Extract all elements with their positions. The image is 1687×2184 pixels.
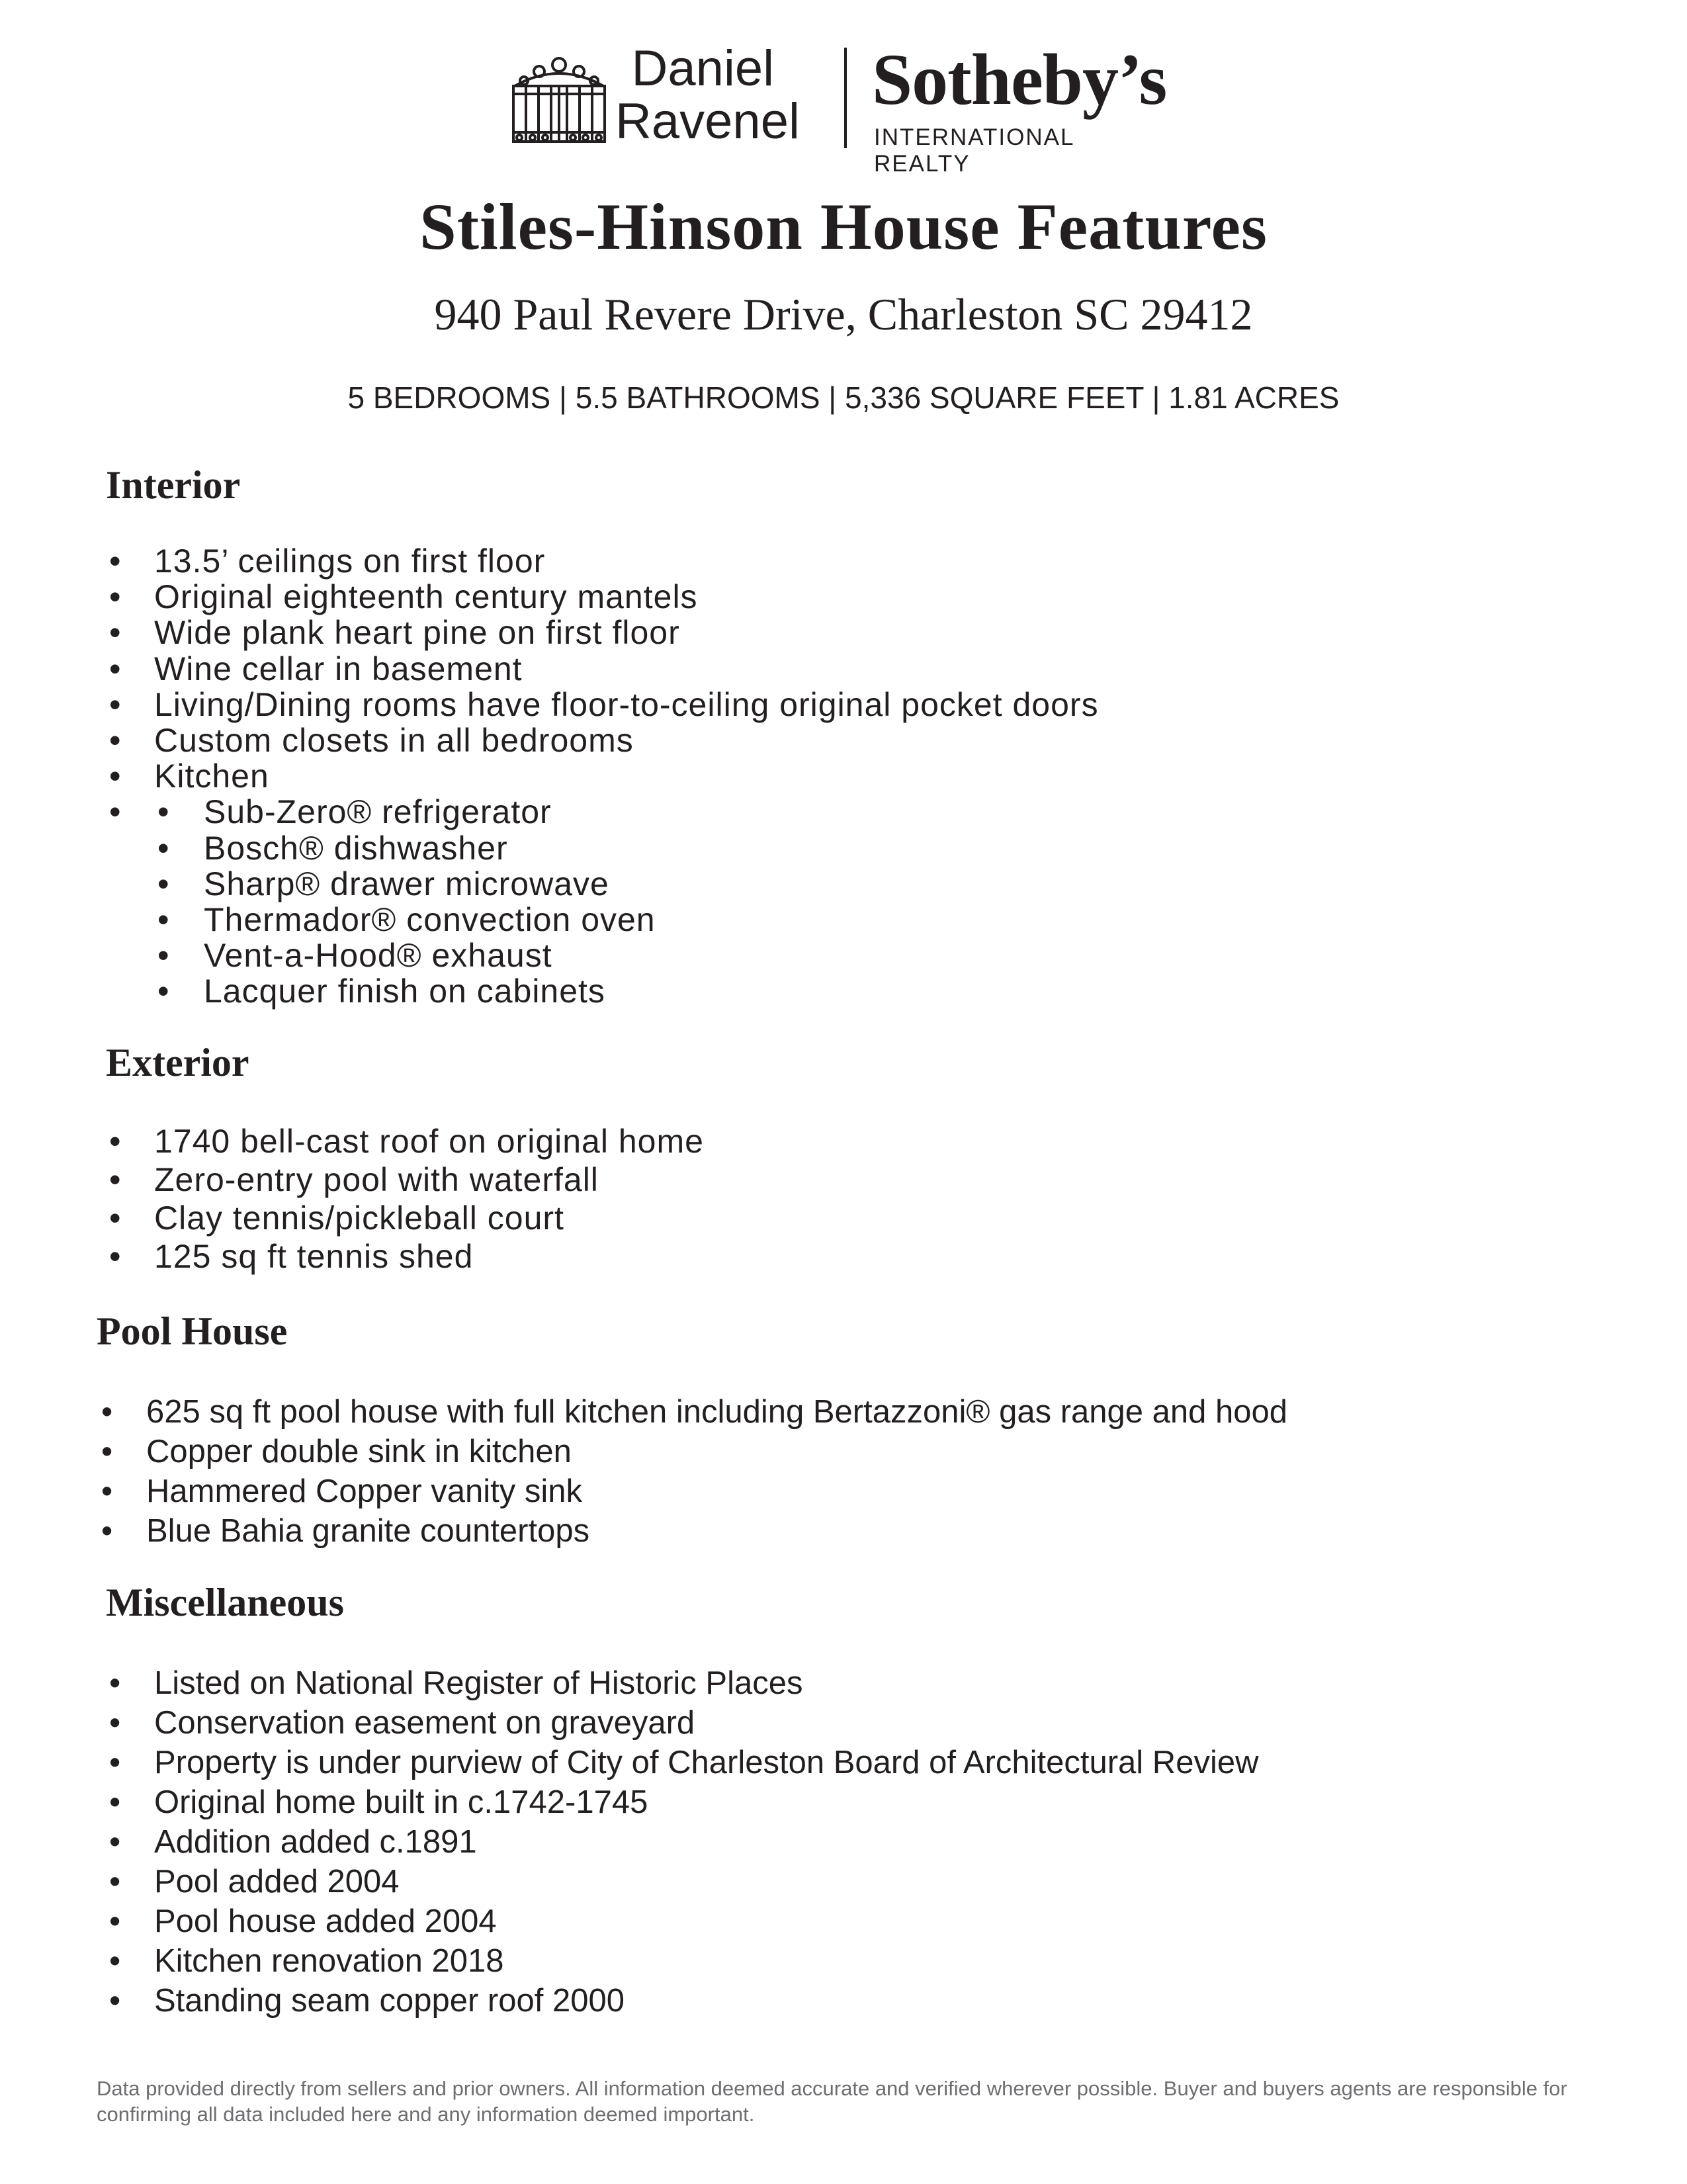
list-item: • Original eighteenth century mantels bbox=[106, 579, 1099, 615]
list-item: • Pool added 2004 bbox=[106, 1862, 1258, 1901]
section-heading-pool-house: Pool House bbox=[97, 1309, 288, 1353]
brand-line-2: Ravenel bbox=[615, 93, 800, 150]
iron-gate-icon bbox=[509, 48, 609, 147]
page-title: Stiles-Hinson House Features bbox=[419, 190, 1268, 263]
list-item: • 13.5’ ceilings on first floor bbox=[106, 543, 1099, 579]
sublist-item: • • Sub-Zero® refrigerator bbox=[154, 794, 1099, 830]
list-item: • Property is under purview of City of Charleston Board of Architectural Review bbox=[106, 1743, 1258, 1782]
list-item: • 1740 bell-cast roof on original home bbox=[106, 1122, 704, 1160]
sublist-item: • Sharp® drawer microwave bbox=[154, 866, 1099, 902]
list-item: • Addition added c.1891 bbox=[106, 1822, 1258, 1862]
sublist-item: • Vent-a-Hood® exhaust bbox=[154, 938, 1099, 973]
list-item: • Custom closets in all bedrooms bbox=[106, 722, 1099, 758]
list-item: • Clay tennis/pickleball court bbox=[106, 1199, 704, 1237]
sublist-item: • Thermador® convection oven bbox=[154, 902, 1099, 938]
list-item: • Blue Bahia granite countertops bbox=[98, 1511, 1287, 1551]
list-item: • 625 sq ft pool house with full kitchen including Bertazzoni® gas range and hood bbox=[98, 1392, 1287, 1432]
section-heading-interior: Interior bbox=[106, 463, 241, 507]
list-item: • Living/Dining rooms have floor-to-ceiling original pocket doors bbox=[106, 687, 1099, 722]
exterior-feature-list bbox=[106, 1122, 704, 1276]
sublist-item: • Bosch® dishwasher bbox=[154, 830, 1099, 866]
list-item: • Original home built in c.1742-1745 bbox=[106, 1782, 1258, 1822]
brand-sothebys: Sotheby’s bbox=[872, 39, 1167, 120]
sublist-item: • Lacquer finish on cabinets bbox=[154, 973, 1099, 1009]
list-item: • Pool house added 2004 bbox=[106, 1901, 1258, 1941]
property-specs: 5 BEDROOMS | 5.5 BATHROOMS | 5,336 SQUARE FEET | 1.81 ACRES bbox=[347, 380, 1340, 415]
list-item: • 125 sq ft tennis shed bbox=[106, 1237, 704, 1276]
kitchen-sublist bbox=[154, 794, 1099, 1009]
miscellaneous-feature-list bbox=[106, 1663, 1258, 2021]
pool-house-feature-list bbox=[98, 1392, 1287, 1551]
brand-tagline: INTERNATIONAL REALTY bbox=[874, 124, 1074, 177]
disclaimer-text: Data provided directly from sellers and prior owners. All information deemed accurate and verified wherever possible. Buyer and buyers agents are responsible for confirming all data included here and any information deemed important. bbox=[97, 2077, 1567, 2126]
brand-line-1: Daniel bbox=[631, 40, 774, 97]
kitchen-sublist-container bbox=[106, 794, 1099, 1009]
logo-divider bbox=[844, 48, 847, 148]
section-heading-exterior: Exterior bbox=[106, 1041, 249, 1084]
list-item: • Conservation easement on graveyard bbox=[106, 1703, 1258, 1743]
list-item: • Listed on National Register of Historic Places bbox=[106, 1663, 1258, 1703]
list-item: • Kitchen renovation 2018 bbox=[106, 1941, 1258, 1981]
list-item: • Wine cellar in basement bbox=[106, 651, 1099, 687]
interior-feature-list bbox=[106, 543, 1099, 1010]
property-address: 940 Paul Revere Drive, Charleston SC 29412 bbox=[434, 289, 1253, 339]
list-item: • Zero-entry pool with waterfall bbox=[106, 1160, 704, 1199]
list-item: • Hammered Copper vanity sink bbox=[98, 1471, 1287, 1511]
brand-daniel-ravenel bbox=[615, 40, 800, 150]
list-item: • Copper double sink in kitchen bbox=[98, 1432, 1287, 1471]
section-heading-miscellaneous: Miscellaneous bbox=[106, 1581, 344, 1624]
list-item: • Wide plank heart pine on first floor bbox=[106, 615, 1099, 650]
brand-logo bbox=[509, 39, 1171, 177]
list-item: • Standing seam copper roof 2000 bbox=[106, 1981, 1258, 2021]
list-item: • Kitchen bbox=[106, 758, 1099, 794]
